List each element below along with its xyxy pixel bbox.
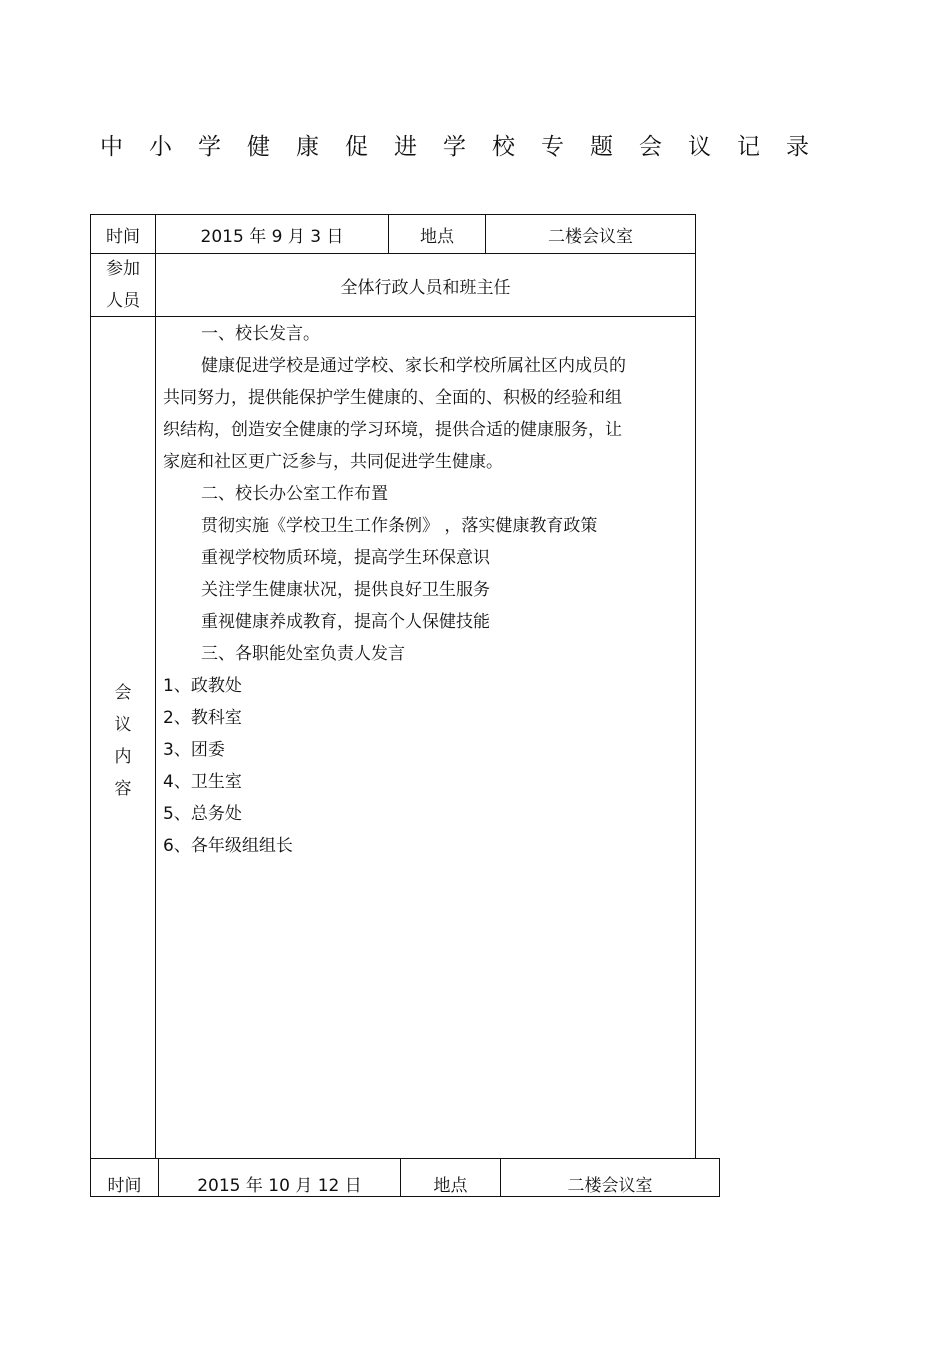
attendees-value: 全体行政人员和班主任: [340, 277, 511, 298]
list-item: 5、总务处: [163, 804, 242, 824]
content-label: [91, 677, 155, 805]
table-border: [90, 316, 696, 317]
list-item: 1、政教处: [163, 676, 242, 696]
list-item: 6、各年级组组长: [163, 836, 293, 856]
section-heading: 一、校长发言。: [201, 324, 320, 344]
page-title: 中小学健康促进学校专题会议记录: [100, 134, 835, 160]
time-label: 时间: [106, 226, 140, 247]
time-label: 时间: [107, 1175, 142, 1196]
place-value: 二楼会议室: [567, 1175, 653, 1196]
table-border: [155, 214, 156, 1158]
meeting-content: [163, 318, 663, 862]
list-item: 4、卫生室: [163, 772, 242, 792]
list-item: 重视学校物质环境，提高学生环保意识: [201, 548, 490, 568]
content-label-char: 会: [114, 683, 132, 703]
content-label-char: 议: [114, 715, 132, 735]
place-label: 地点: [420, 226, 454, 247]
paragraph-line: 家庭和社区更广泛参与，共同促进学生健康。: [163, 452, 503, 472]
content-label-char: 内: [114, 747, 132, 767]
paragraph-line: 共同努力，提供能保护学生健康的、全面的、积极的经验和组: [163, 388, 622, 408]
list-item: 关注学生健康状况，提供良好卫生服务: [201, 580, 490, 600]
time-value: 2015 年 10 月 12 日: [197, 1175, 362, 1196]
list-item: 2、教科室: [163, 708, 242, 728]
paragraph-line: 织结构，创造安全健康的学习环境，提供合适的健康服务，让: [163, 420, 622, 440]
list-item: 贯彻实施《学校卫生工作条例》 ，落实健康教育政策: [201, 516, 598, 536]
table-border: [719, 1158, 720, 1196]
time-value: 2015 年 9 月 3 日: [200, 226, 344, 247]
content-label-char: 容: [114, 779, 132, 799]
attendees-label-line: 参加: [106, 259, 140, 279]
table-border: [695, 214, 696, 1158]
table-border: [90, 1158, 720, 1159]
place-label: 地点: [433, 1175, 468, 1196]
section-heading: 二、校长办公室工作布置: [201, 484, 388, 504]
list-item: 重视健康养成教育，提高个人保健技能: [201, 612, 490, 632]
attendees-label-line: 人员: [106, 291, 140, 311]
attendees-label: [91, 253, 155, 317]
section-heading: 三、各职能处室负责人发言: [201, 644, 405, 664]
list-item: 3、团委: [163, 740, 225, 760]
place-value: 二楼会议室: [548, 226, 633, 247]
paragraph-line: 健康促进学校是通过学校、家长和学校所属社区内成员的: [201, 356, 626, 376]
